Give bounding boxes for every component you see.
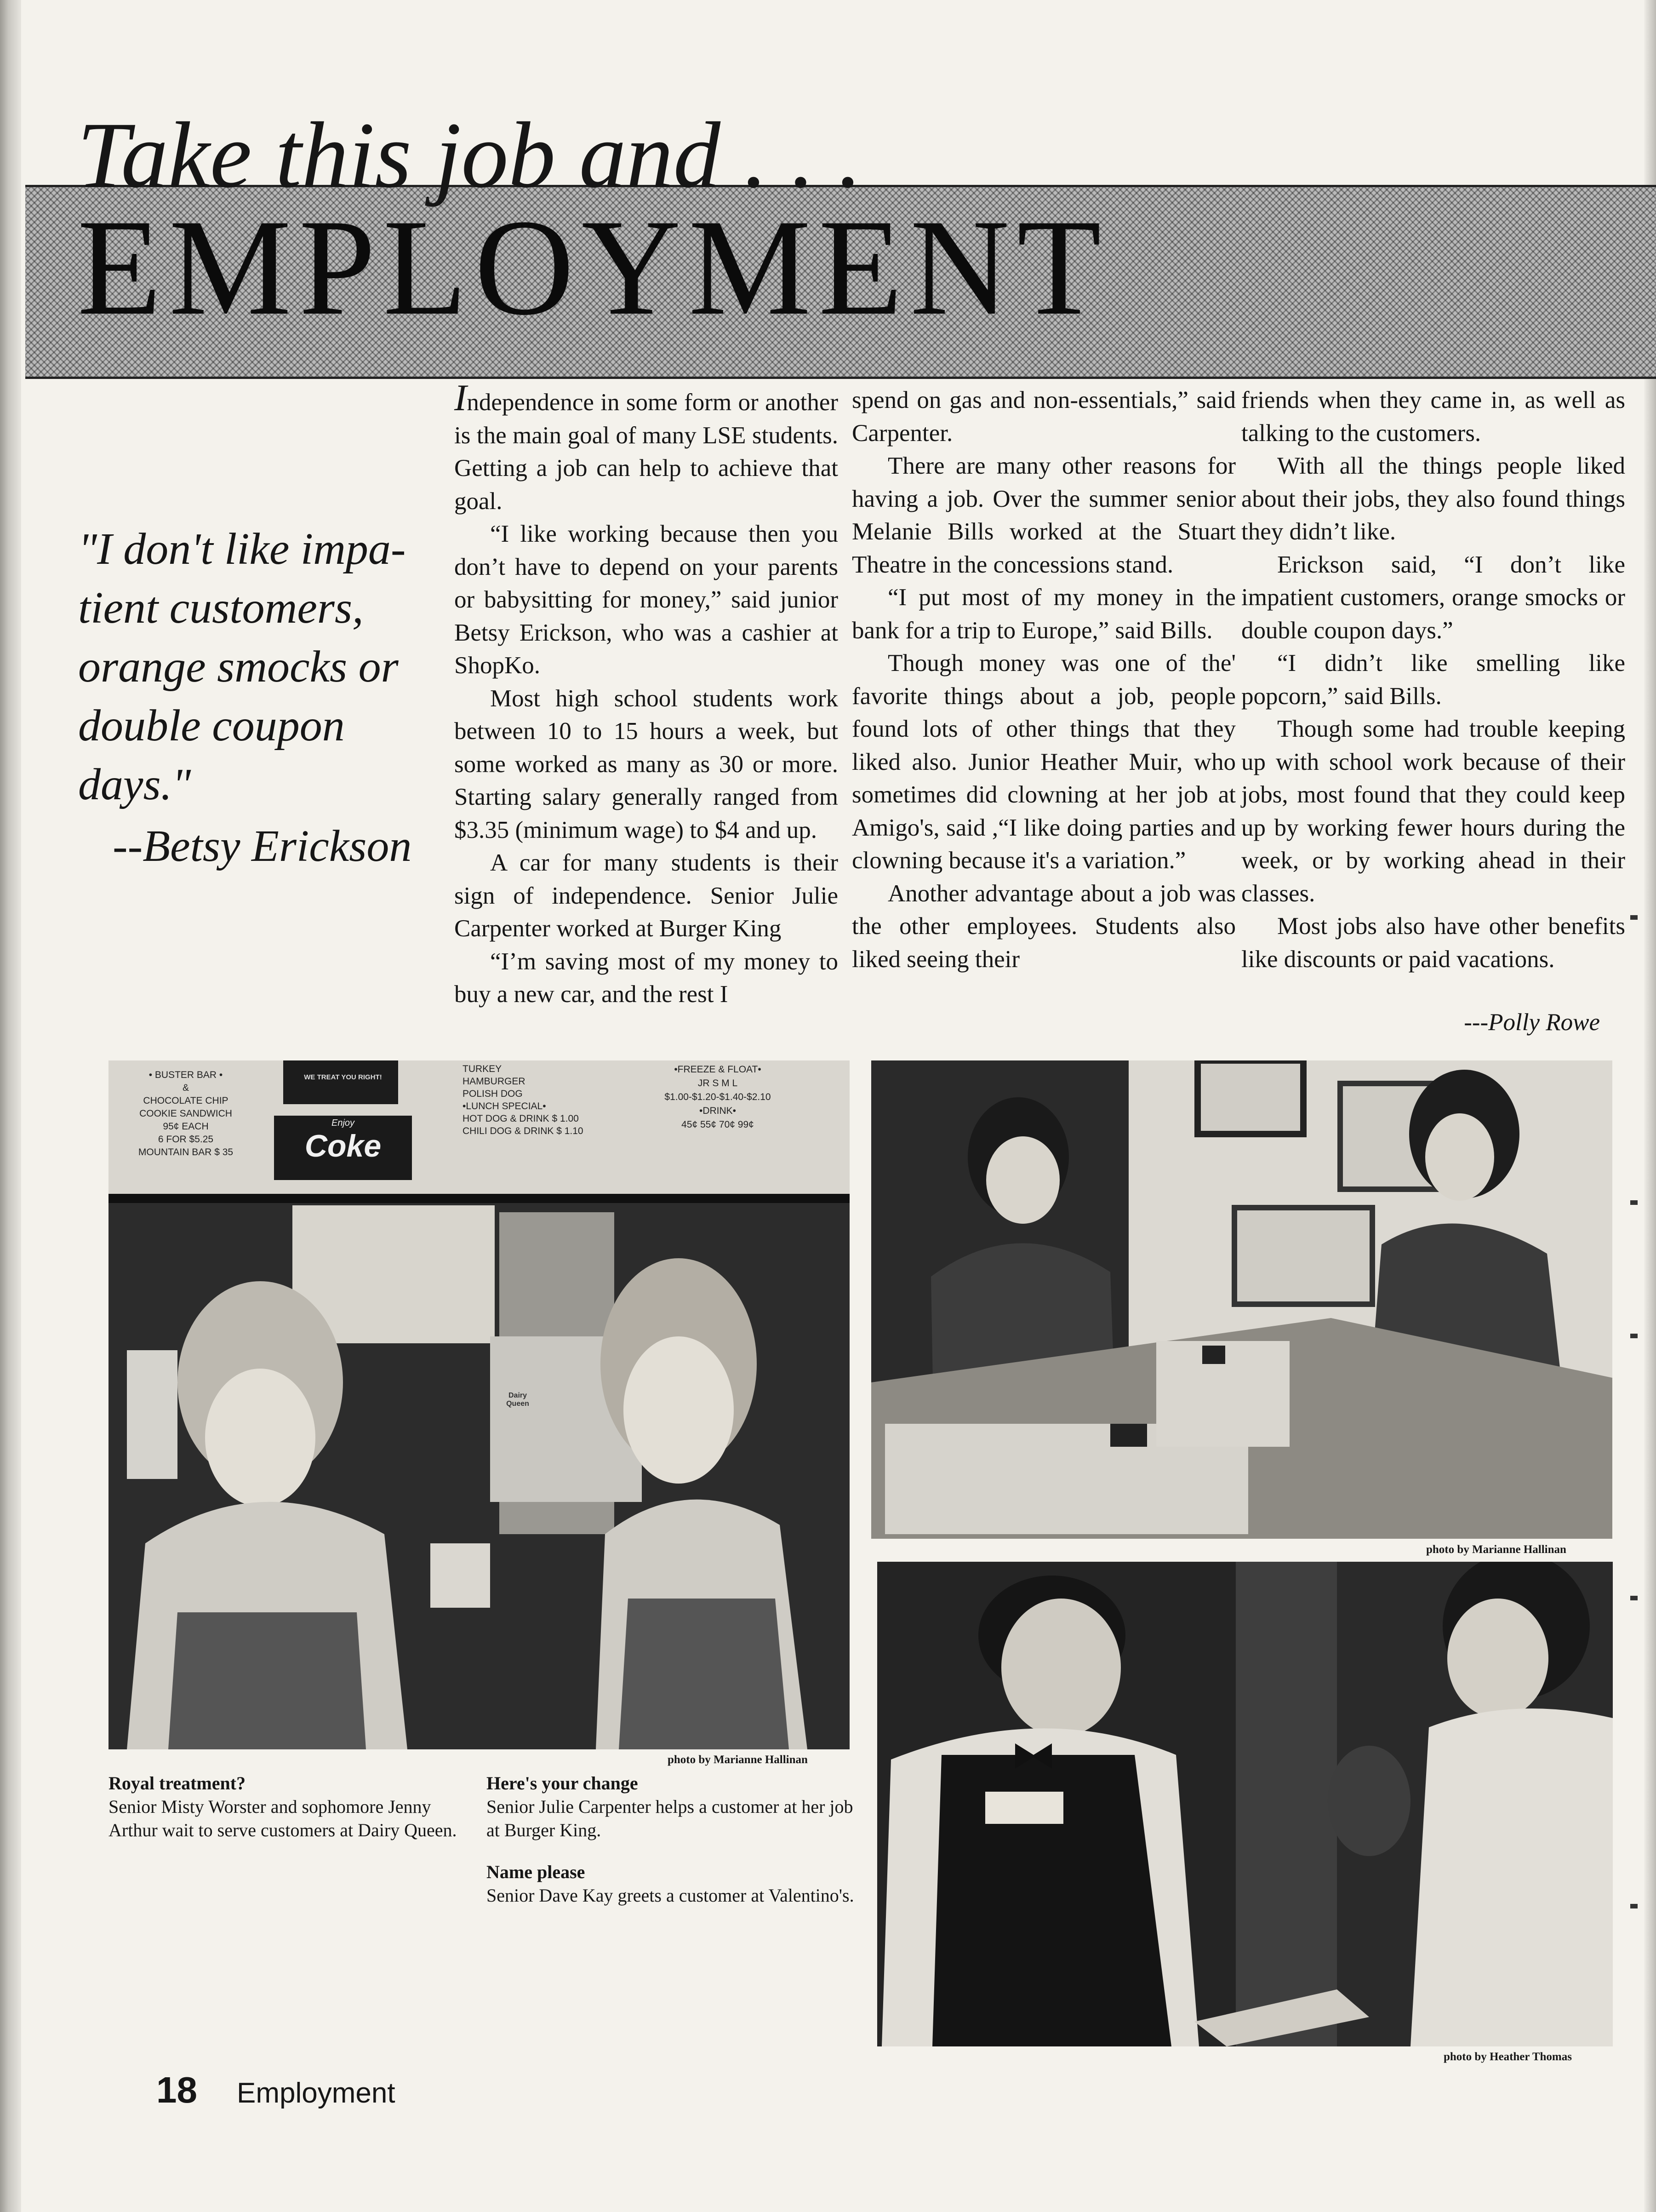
margin-tick bbox=[1630, 1904, 1638, 1908]
menu-board-middle: TURKEY HAMBURGER POLISH DOG •LUNCH SPECIAL• HOT DOG & DRINK $ 1.00 CHILI DOG & DRINK $ 1.10 bbox=[463, 1064, 583, 1136]
caption-name-please bbox=[486, 1860, 854, 1907]
article-paragraph: “I didn’t like smelling like popcorn,” said Bills. bbox=[1241, 650, 1625, 710]
caption-heading: Here's your change bbox=[486, 1773, 638, 1794]
photo-dairy-queen bbox=[108, 1060, 850, 1749]
section-name: Employment bbox=[237, 2077, 395, 2109]
article-paragraph: Most jobs also have other benefits like discounts or paid vacations. bbox=[1241, 913, 1625, 973]
article-paragraph: friends when they came in, as well as talking to the customers. bbox=[1241, 387, 1625, 447]
pull-quote bbox=[78, 520, 428, 876]
article-paragraph: Though some had trouble keeping up with school work because of their jobs, most found that they could keep up by working fewer hours during the week, or by working ahead in their classes. bbox=[1241, 716, 1625, 907]
byline: ---Polly Rowe bbox=[1464, 1009, 1600, 1036]
article-paragraph: spend on gas and non-essentials,” said Carpenter. bbox=[852, 387, 1236, 447]
page-title: EMPLOYMENT bbox=[77, 191, 1109, 344]
article-paragraph: Erickson said, “I don’t like impatient customers, orange smocks or double coupon days.” bbox=[1241, 551, 1625, 644]
article-paragraph: Independence in some form or another is the main goal of many LSE students. Getting a job can help to achieve that goal. bbox=[454, 377, 838, 515]
article-paragraph: “I put most of my money in the bank for a trip to Europe,” said Bills. bbox=[852, 584, 1236, 644]
dq-sign: WE TREAT YOU RIGHT! bbox=[304, 1073, 382, 1081]
caption-royal-treatment bbox=[108, 1771, 476, 1842]
margin-tick bbox=[1630, 915, 1638, 920]
article-paragraph: Most high school students work between 10 to 15 hours a week, but some worked as many as 30 or more. Starting salary generally ranged from $3.35 (minimum wage) to $4 and up. bbox=[454, 685, 838, 843]
article-paragraph: “I like working because then you don’t have to depend on your parents or babysitting for money,” said junior Betsy Erickson, who was a cashier at ShopKo. bbox=[454, 521, 838, 679]
article-paragraph: “I’m saving most of my money to buy a new car, and the rest I bbox=[454, 948, 838, 1008]
headline-kicker: Take this job and . . . bbox=[77, 103, 862, 207]
caption-heres-your-change bbox=[486, 1771, 854, 1842]
dq-logo: Dairy Queen bbox=[506, 1392, 529, 1408]
photo-valentinos bbox=[877, 1562, 1613, 2046]
caption-heading: Royal treatment? bbox=[108, 1773, 246, 1794]
photo-burger-king bbox=[871, 1060, 1612, 1539]
pull-quote-text: "I don't like impa-tient customers, orange smocks or double coupon days." bbox=[78, 524, 406, 809]
menu-board-right: •FREEZE & FLOAT• JR S M L $1.00-$1.20-$1.40-$2.10 •DRINK• 45¢ 55¢ 70¢ 99¢ bbox=[664, 1064, 771, 1130]
caption-heading: Name please bbox=[486, 1862, 585, 1882]
photo-credit: photo by Heather Thomas bbox=[1444, 2051, 1572, 2063]
caption-body: Senior Misty Worster and sophomore Jenny Arthur wait to serve customers at Dairy Queen. bbox=[108, 1796, 457, 1840]
caption-body: Senior Julie Carpenter helps a customer at her job at Burger King. bbox=[486, 1796, 853, 1840]
photo-credit: photo by Marianne Hallinan bbox=[668, 1754, 808, 1766]
menu-board-left: • BUSTER BAR • & CHOCOLATE CHIP COOKIE SANDWICH 95¢ EACH 6 FOR $5.25 MOUNTAIN BAR $ 35 bbox=[138, 1070, 234, 1158]
article-paragraph: There are many other reasons for having a job. Over the summer senior Melanie Bills worked at the Stuart Theatre in the concessions stand. bbox=[852, 453, 1236, 578]
article-column-2 bbox=[852, 384, 1236, 976]
margin-tick bbox=[1630, 1200, 1638, 1205]
article-column-3 bbox=[1241, 384, 1625, 976]
article-paragraph: Though money was one of the' favorite things about a job, people found lots of other things that they liked also. Junior Heather Muir, who sometimes did clowning at her job at Amigo's, said ,“I like doing parties and clowning because it's a variation.” bbox=[852, 650, 1236, 874]
page-number: 18 bbox=[156, 2069, 197, 2110]
margin-tick bbox=[1630, 1334, 1638, 1338]
caption-body: Senior Dave Kay greets a customer at Valentino's. bbox=[486, 1885, 854, 1906]
article-column-1 bbox=[454, 377, 838, 1011]
article-paragraph: Another advantage about a job was the other employees. Students also liked seeing their bbox=[852, 880, 1236, 973]
drop-cap: I bbox=[454, 377, 467, 418]
article-paragraph: With all the things people liked about their jobs, they also found things they didn’t like. bbox=[1241, 453, 1625, 545]
pull-quote-attribution: --Betsy Erickson bbox=[113, 821, 412, 871]
coke-sign: Enjoy Coke bbox=[304, 1118, 382, 1163]
page-binding-edge bbox=[0, 0, 21, 2212]
margin-tick bbox=[1630, 1596, 1638, 1600]
article-paragraph: A car for many students is their sign of independence. Senior Julie Carpenter worked at Burger King bbox=[454, 849, 838, 942]
photo-credit: photo by Marianne Hallinan bbox=[1426, 1543, 1566, 1556]
